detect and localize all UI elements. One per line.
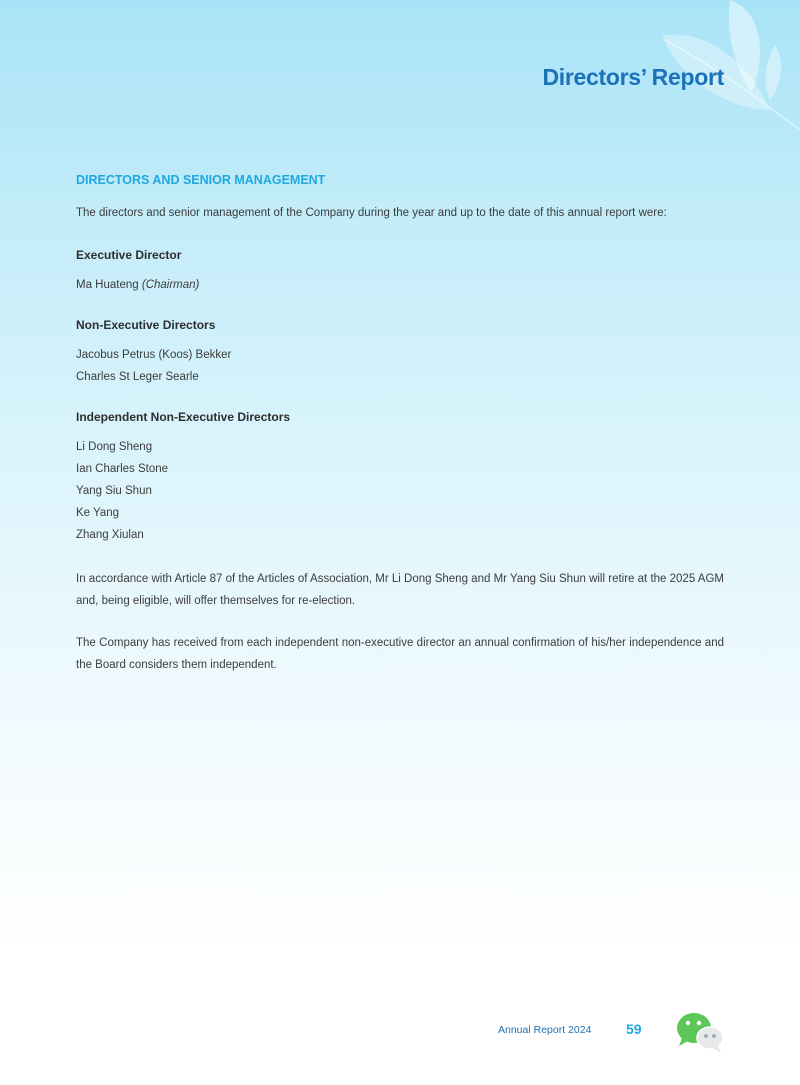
non-executive-list [76, 344, 724, 388]
executive-director-heading: Executive Director [76, 248, 182, 262]
director-name: Ke Yang [76, 507, 120, 519]
section-heading: DIRECTORS AND SENIOR MANAGEMENT [76, 173, 326, 187]
director-name: Charles St Leger Searle [76, 371, 199, 383]
director-name: Ian Charles Stone [76, 463, 169, 475]
director-name: Li Dong Sheng [76, 441, 153, 453]
director-name: Zhang Xiulan [76, 529, 144, 541]
independence-paragraph: The Company has received from each independent non-executive director an annual confirmation of his/her independence and the Board considers them independent. [76, 637, 724, 671]
intro-text: The directors and senior management of the Company during the year and up to the date of this annual report were: [76, 207, 667, 219]
retirement-paragraph: In accordance with Article 87 of the Articles of Association, Mr Li Dong Sheng and Mr Yang Siu Shun will retire at the 2025 AGM and, being eligible, will offer themselves for re-election. [76, 573, 724, 607]
wechat-logo-icon [672, 1008, 728, 1056]
independent-directors-heading: Independent Non-Executive Directors [76, 410, 291, 424]
footer-report-label: Annual Report 2024 [498, 1024, 592, 1036]
director-role: (Chairman) [141, 279, 200, 291]
director-name [76, 274, 724, 296]
main-content [76, 171, 724, 676]
director-name-text: Ma Huateng [76, 279, 139, 291]
non-executive-directors-heading: Non-Executive Directors [76, 318, 216, 332]
director-name: Jacobus Petrus (Koos) Bekker [76, 349, 232, 361]
independent-list [76, 436, 724, 546]
director-name: Yang Siu Shun [76, 485, 152, 497]
page-title: Directors’ Report [542, 64, 724, 90]
page-number: 59 [626, 1021, 642, 1037]
